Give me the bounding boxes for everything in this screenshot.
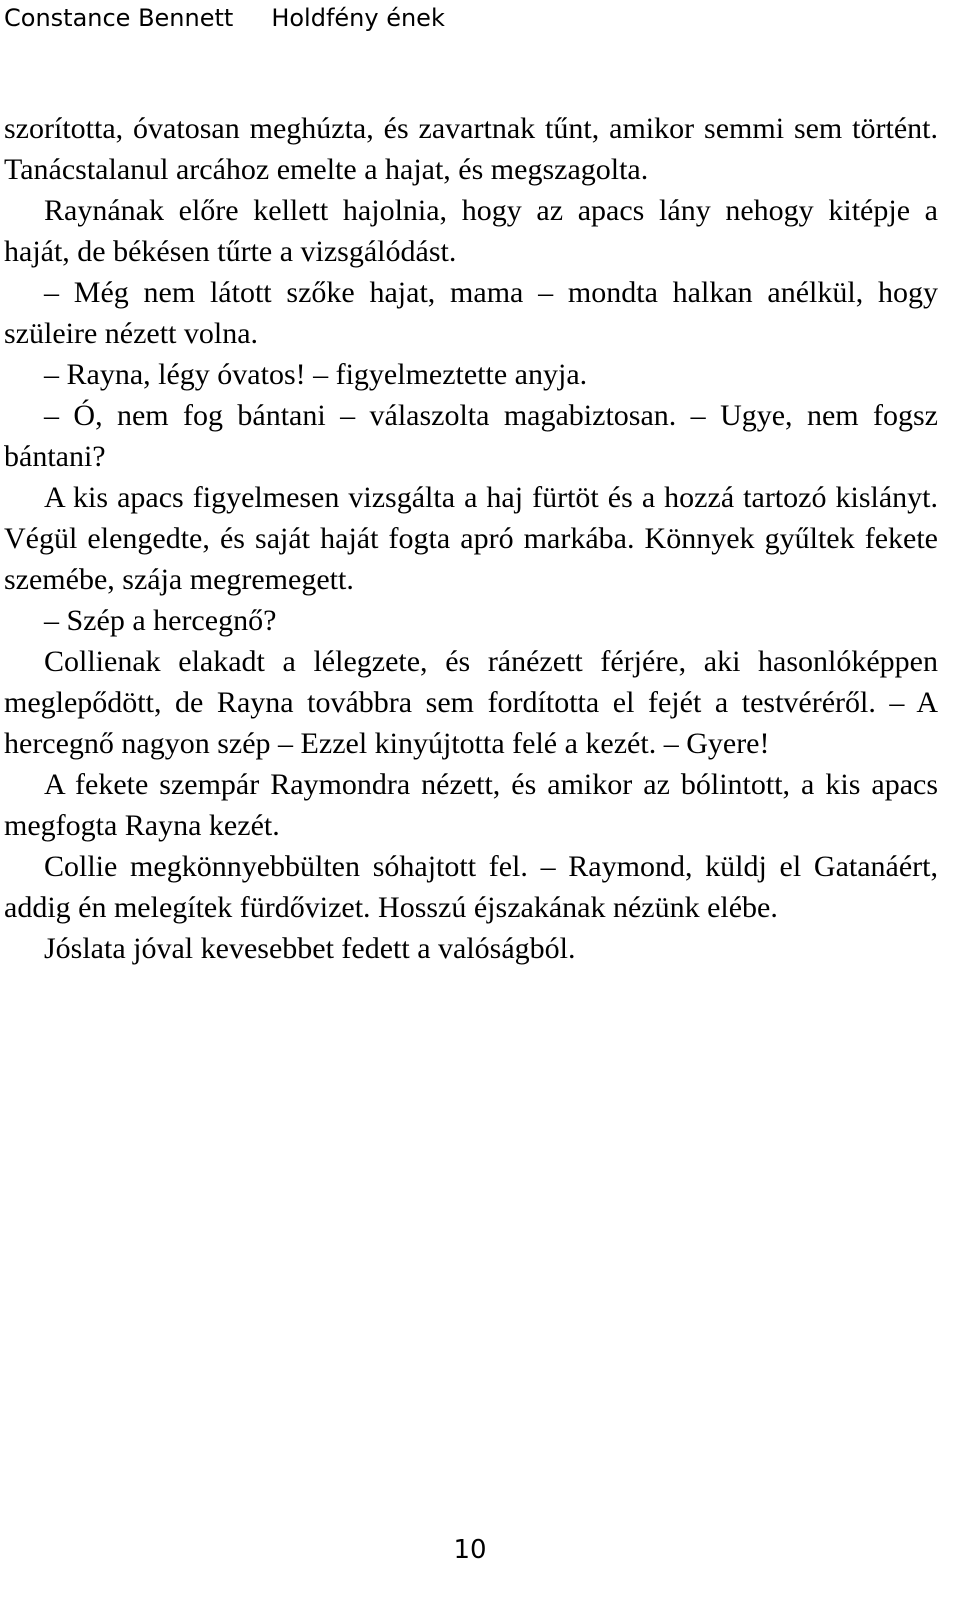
header-author: Constance Bennett <box>4 4 234 32</box>
header-book-title: Holdfény ének <box>271 4 445 32</box>
paragraph-9: A fekete szempár Raymondra nézett, és amikor az bólintott, a kis apacs megfogta Rayna kezét. <box>4 768 938 842</box>
paragraph-1: szorította, óvatosan meghúzta, és zavartnak tűnt, amikor semmi sem történt. Tanácstalanul arcához emelte a hajat, és megszagolta. <box>4 112 938 186</box>
paragraph-2: Raynának előre kellett hajolnia, hogy az apacs lány nehogy kitépje a haját, de békésen tűrte a vizsgálódást. <box>4 194 938 268</box>
paragraph-4: – Rayna, légy óvatos! – figyelmeztette anyja. <box>44 358 588 391</box>
paragraph-6: A kis apacs figyelmesen vizsgálta a haj fürtöt és a hozzá tartozó kislányt. Végül elengedte, és saját haját fogta apró markába. Könnyek gyűltek fekete szemébe, szája megremegett. <box>4 481 938 596</box>
paragraph-5: – Ó, nem fog bántani – válaszolta magabiztosan. – Ugye, nem fogsz bántani? <box>4 399 938 473</box>
paragraph-11: Jóslata jóval kevesebbet fedett a valóságból. <box>44 932 576 965</box>
page-body <box>4 108 938 969</box>
page-header <box>4 2 445 34</box>
paragraph-3: – Még nem látott szőke hajat, mama – mondta halkan anélkül, hogy szüleire nézett volna. <box>4 276 938 350</box>
paragraph-10: Collie megkönnyebbülten sóhajtott fel. – Raymond, küldj el Gatanáért, addig én melegítek fürdővizet. Hosszú éjszakának nézünk elébe. <box>4 850 938 924</box>
paragraph-7: – Szép a hercegnő? <box>44 604 277 637</box>
paragraph-8: Collienak elakadt a lélegzete, és ránézett férjére, aki hasonlóképpen meglepődött, de Rayna továbbra sem fordította el fejét a testvéréről. – A hercegnő nagyon szép – Ezzel kinyújtotta felé a kezét. – Gyere! <box>4 645 938 760</box>
page-number: 10 <box>453 1535 487 1565</box>
